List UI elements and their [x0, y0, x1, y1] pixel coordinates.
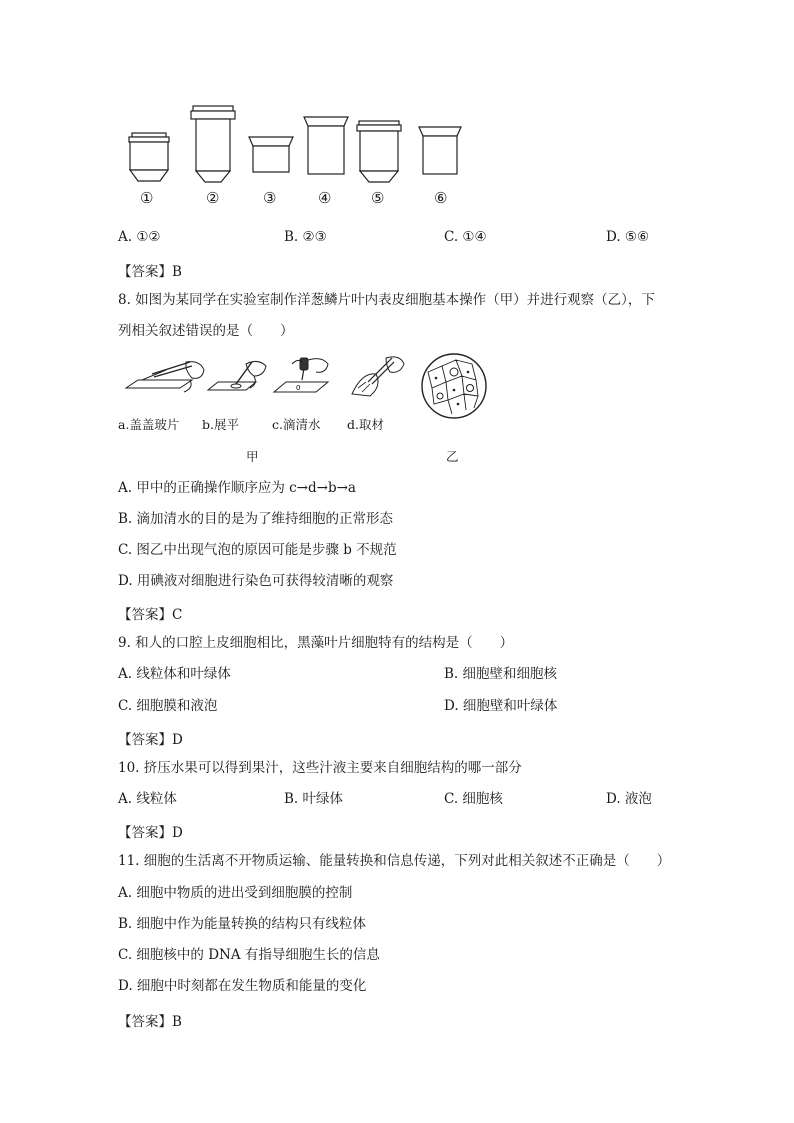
lens-label-1: ① — [140, 189, 154, 207]
step-d-drawing — [348, 354, 408, 400]
q9-option-d: D. 细胞壁和叶绿体 — [444, 698, 558, 714]
q9-option-b: B. 细胞壁和细胞核 — [444, 666, 558, 682]
lens-label-4: ④ — [318, 189, 332, 207]
q9-option-c: C. 细胞膜和液泡 — [118, 698, 218, 714]
step-b-drawing — [206, 358, 270, 398]
q10-option-d: D. 液泡 — [606, 791, 652, 807]
microscope-view-drawing — [420, 352, 488, 420]
q11-answer: 【答案】B — [118, 1014, 182, 1030]
step-a-drawing — [122, 358, 206, 398]
q7-option-c: C. ①④ — [444, 229, 487, 245]
figure-yi-label: 乙 — [446, 449, 459, 464]
lens-label-3: ③ — [263, 189, 277, 207]
step-c-drawing — [272, 354, 348, 400]
lens-4-drawing — [303, 116, 349, 178]
q10-option-c: C. 细胞核 — [444, 791, 503, 807]
q10-option-b: B. 叶绿体 — [284, 791, 344, 807]
lens-5-drawing — [356, 120, 402, 186]
q11-option-a: A. 细胞中物质的进出受到细胞膜的控制 — [118, 885, 353, 901]
step-d-label: d.取材 — [347, 417, 384, 432]
lens-label-6: ⑥ — [434, 189, 448, 207]
q8-option-c: C. 图乙中出现气泡的原因可能是步骤 b 不规范 — [118, 542, 397, 558]
q8-stem-line-1: 8. 如图为某同学在实验室制作洋葱鳞片叶内表皮细胞基本操作（甲）并进行观察（乙），下 — [118, 292, 655, 308]
step-b-label: b.展平 — [202, 417, 239, 432]
q8-option-d: D. 用碘液对细胞进行染色可获得较清晰的观察 — [118, 573, 394, 589]
lens-label-5: ⑤ — [371, 189, 385, 207]
q8-option-b: B. 滴加清水的目的是为了维持细胞的正常形态 — [118, 511, 394, 527]
figure-jia-label: 甲 — [246, 449, 259, 464]
q7-answer: 【答案】B — [118, 264, 182, 280]
q7-option-b: B. ②③ — [284, 229, 327, 245]
q11-stem: 11. 细胞的生活离不开物质运输、能量转换和信息传递，下列对此相关叙述不正确是（ ） — [118, 853, 671, 869]
q7-option-d: D. ⑤⑥ — [606, 229, 650, 245]
q9-option-a: A. 线粒体和叶绿体 — [118, 666, 231, 682]
q7-option-a: A. ①② — [118, 229, 161, 245]
lens-1-drawing — [126, 132, 172, 184]
q9-answer: 【答案】D — [118, 732, 183, 748]
q10-answer: 【答案】D — [118, 825, 183, 841]
q8-option-a: A. 甲中的正确操作顺序应为 c→d→b→a — [118, 480, 356, 496]
q11-option-c: C. 细胞核中的 DNA 有指导细胞生长的信息 — [118, 947, 380, 963]
q11-option-b: B. 细胞中作为能量转换的结构只有线粒体 — [118, 916, 367, 932]
lens-3-drawing — [248, 136, 294, 176]
lens-6-drawing — [418, 126, 462, 178]
q8-answer: 【答案】C — [118, 607, 183, 623]
step-a-label: a.盖盖玻片 — [118, 417, 180, 432]
q11-option-d: D. 细胞中时刻都在发生物质和能量的变化 — [118, 978, 367, 994]
q10-option-a: A. 线粒体 — [118, 791, 177, 807]
lens-label-2: ② — [206, 189, 220, 207]
svg-text:0: 0 — [296, 384, 301, 392]
step-c-label: c.滴清水 — [272, 417, 321, 432]
q10-stem: 10. 挤压水果可以得到果汁，这些汁液主要来自细胞结构的哪一部分 — [118, 760, 522, 776]
q9-stem: 9. 和人的口腔上皮细胞相比，黑藻叶片细胞特有的结构是（ ） — [118, 635, 514, 651]
lens-2-drawing — [190, 105, 236, 185]
q8-stem-line-2: 列相关叙述错误的是（ ） — [118, 323, 294, 339]
